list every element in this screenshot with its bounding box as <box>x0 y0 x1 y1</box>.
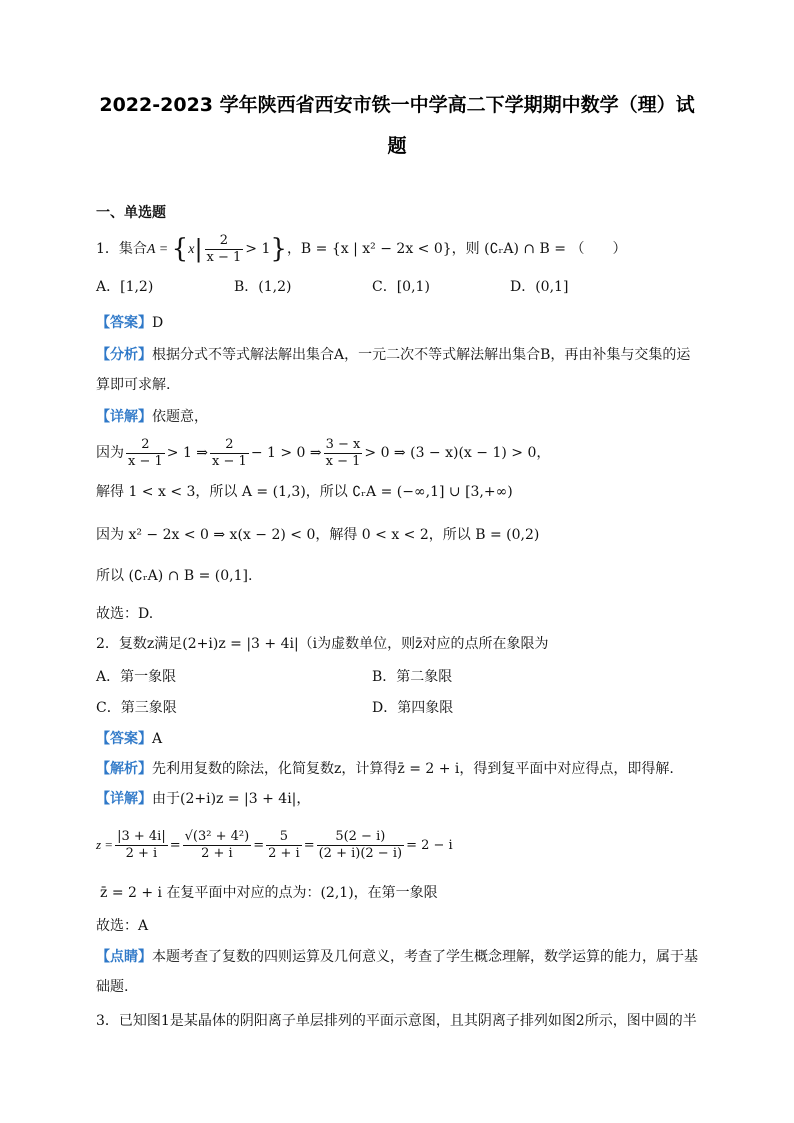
q1-step-2: 解得 1 < x < 3，所以 A = (1,3)，所以 ∁ᵣA = (−∞,1] ∪ [3,+∞) <box>96 484 513 500</box>
q1-set-b: ，B = {x | x² − 2x < 0}，则 (∁ᵣA) ∩ B = （ ） <box>286 241 627 257</box>
q1-set-a-fraction: $\frac{2}{x - 1}$ <box>206 232 242 265</box>
q1-option-c: C．[0,1) <box>372 279 430 295</box>
q1-stem: 1．集合A = {x| $\frac{2}{x - 1}$ > 1}，B = {x | x² − 2x < 0}，则 (∁ᵣA) ∩ B = （ ） <box>96 232 627 265</box>
q1-set-a-relation: > 1 <box>245 241 271 257</box>
q2-comment <box>96 942 700 1002</box>
q1-answer <box>96 313 163 333</box>
q2-option-c: C．第三象限 <box>96 700 177 716</box>
q2-analysis-text: 先利用复数的除法，化简复数z，计算得z̄ = 2 + i，得到复平面中对应得点，即得解. <box>152 761 674 777</box>
q2-analysis <box>96 759 674 779</box>
q1-step-3: 因为 x² − 2x < 0 ⇒ x(x − 2) < 0，解得 0 < x < 2，所以 B = (0,2) <box>96 527 540 543</box>
q1-answer-value: D <box>152 315 164 331</box>
q2-option-d: D．第四象限 <box>372 700 454 716</box>
q1-analysis-text: 根据分式不等式解法解出集合A，一元二次不等式解法解出集合B，再由补集与交集的运算即可求解. <box>96 347 691 393</box>
q1-number: 1．集合 <box>96 241 147 257</box>
detail-tag: 【详解】 <box>96 409 152 425</box>
q1-option-b: B．(1,2) <box>234 279 292 295</box>
answer-tag: 【答案】 <box>96 315 152 331</box>
q2-stem: 2．复数z满足(2+i)z = |3 + 4i|（i为虚数单位，则z̄对应的点所在象限为 <box>96 636 549 652</box>
analysis-tag: 【解析】 <box>96 761 152 777</box>
q1-option-d: D．(0,1] <box>510 279 569 295</box>
q1-detail <box>96 407 208 427</box>
q2-point: z̄ = 2 + i 在复平面中对应的点为：(2,1)，在第一象限 <box>100 885 438 901</box>
analysis-tag: 【分析】 <box>96 347 152 363</box>
q2-option-b: B．第二象限 <box>372 669 453 685</box>
section-heading: 一、单选题 <box>96 205 166 221</box>
q2-equation: z = $\frac{|3 + 4i|}{2 + i}$ = $\frac{\text{√(3² + 4²)}}{2 + i}$ = $\frac{5}{2 + i}$ = $\frac{5(2 - i)}{(2 + i)(2 - i)}$ = 2 − i <box>96 829 453 861</box>
q2-detail <box>96 789 310 809</box>
page-title: 2022-2023 学年陕西省西安市铁一中学高二下学期期中数学（理）试 <box>99 94 695 116</box>
comment-tag: 【点睛】 <box>96 949 152 965</box>
q2-answer <box>96 729 162 749</box>
q1-analysis <box>96 340 700 400</box>
q2-answer-value: A <box>152 731 163 747</box>
q1-option-a: A．[1,2) <box>96 279 154 295</box>
q2-detail-intro: 由于(2+i)z = |3 + 4i|， <box>152 791 311 807</box>
q2-choose: 故选：A <box>96 918 149 934</box>
answer-tag: 【答案】 <box>96 731 152 747</box>
q1-set-a-label: A = <box>146 242 172 257</box>
detail-tag: 【详解】 <box>96 791 152 807</box>
q2-comment-text: 本题考查了复数的四则运算及几何意义，考查了学生概念理解，数学运算的能力，属于基础题. <box>96 949 698 995</box>
q1-step-4: 所以 (∁ᵣA) ∩ B = (0,1]. <box>96 568 253 584</box>
q2-option-a: A．第一象限 <box>96 669 177 685</box>
q1-step-1: 因为 $\frac{2}{x - 1}$ > 1 ⇒ $\frac{2}{x - 1}$ − 1 > 0 ⇒ $\frac{3 - x}{x - 1}$ > 0 ⇒ (3 − x)(x − 1) > 0， <box>96 436 551 469</box>
q1-choose: 故选：D. <box>96 606 154 622</box>
page-title-continued: 题 <box>387 135 407 157</box>
q1-detail-intro: 依题意， <box>152 409 208 425</box>
q3-stem: 3．已知图1是某晶体的阴阳离子单层排列的平面示意图，且其阴离子排列如图2所示，图中圆的半 <box>96 1013 697 1029</box>
